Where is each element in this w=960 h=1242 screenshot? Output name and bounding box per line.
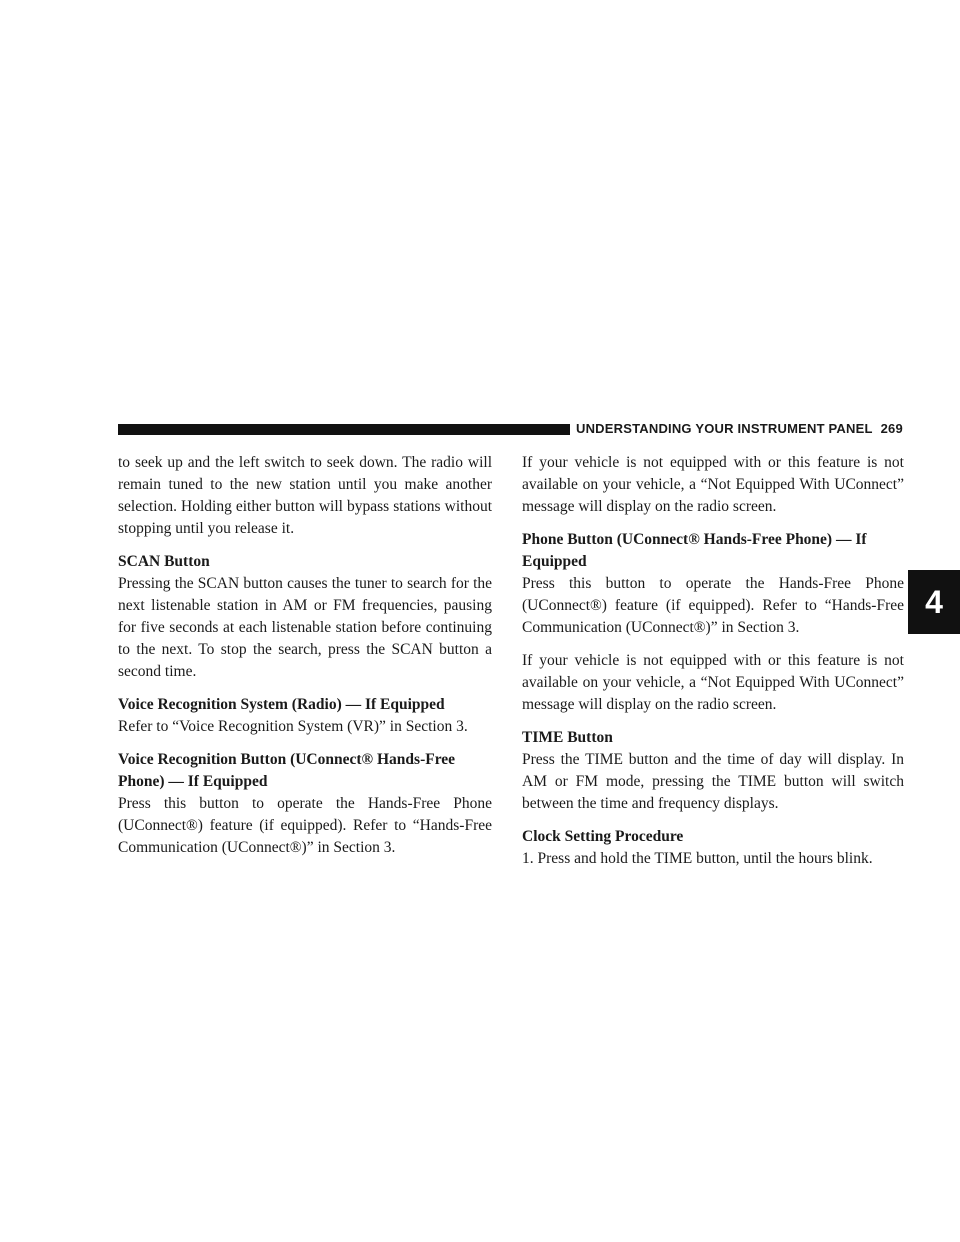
time-button-body: Press the TIME button and the time of day will display. In AM or FM mode, pressing the TIME button will switch between the time and frequency displays. [522, 751, 904, 812]
time-button-heading: TIME Button [522, 729, 613, 746]
scan-body: Pressing the SCAN button causes the tuner to search for the next listenable station in AM or FM frequencies, pausing for five seconds at each listenable station before continuing to the next. To stop the search, press the SCAN button a second time. [118, 575, 492, 680]
right-column [522, 452, 904, 881]
clock-setting-section [522, 826, 904, 870]
vr-button-heading: Voice Recognition Button (UConnect® Hands-Free Phone) — If Equipped [118, 751, 456, 790]
phone-button-body: Press this button to operate the Hands-Free Phone (UConnect®) feature (if equipped). Refer to “Hands-Free Communication (UConnect®)” in Section 3. [522, 575, 904, 636]
vr-system-heading: Voice Recognition System (Radio) — If Equipped [118, 696, 445, 713]
running-header [576, 421, 903, 436]
scan-heading: SCAN Button [118, 553, 210, 570]
phone-button-heading: Phone Button (UConnect® Hands-Free Phone) — If Equipped [522, 531, 867, 570]
chapter-number: 4 [925, 583, 943, 620]
section-title: UNDERSTANDING YOUR INSTRUMENT PANEL [576, 421, 873, 436]
intro-paragraph: to seek up and the left switch to seek down. The radio will remain tuned to the new station until you make another selection. Holding either button will bypass stations without stopping until you release it. [118, 454, 492, 537]
vr-system-body: Refer to “Voice Recognition System (VR)” in Section 3. [118, 718, 468, 735]
header-rule [118, 424, 570, 435]
not-equipped-paragraph-2: If your vehicle is not equipped with or this feature is not available on your vehicle, a “Not Equipped With UConnect” message will display on the radio screen. [522, 652, 904, 713]
vr-button-section [118, 749, 492, 859]
vr-system-section [118, 694, 492, 738]
scan-section [118, 551, 492, 683]
phone-button-section [522, 529, 904, 639]
clock-setting-heading: Clock Setting Procedure [522, 828, 684, 845]
chapter-tab [908, 570, 960, 634]
left-column [118, 452, 492, 870]
time-button-section [522, 727, 904, 815]
clock-step-1: 1. Press and hold the TIME button, until the hours blink. [522, 850, 873, 867]
not-equipped-paragraph-1: If your vehicle is not equipped with or this feature is not available on your vehicle, a “Not Equipped With UConnect” message will display on the radio screen. [522, 454, 904, 515]
page-number: 269 [880, 421, 903, 436]
vr-button-body: Press this button to operate the Hands-Free Phone (UConnect®) feature (if equipped). Refer to “Hands-Free Communication (UConnect®)” in Section 3. [118, 795, 492, 856]
